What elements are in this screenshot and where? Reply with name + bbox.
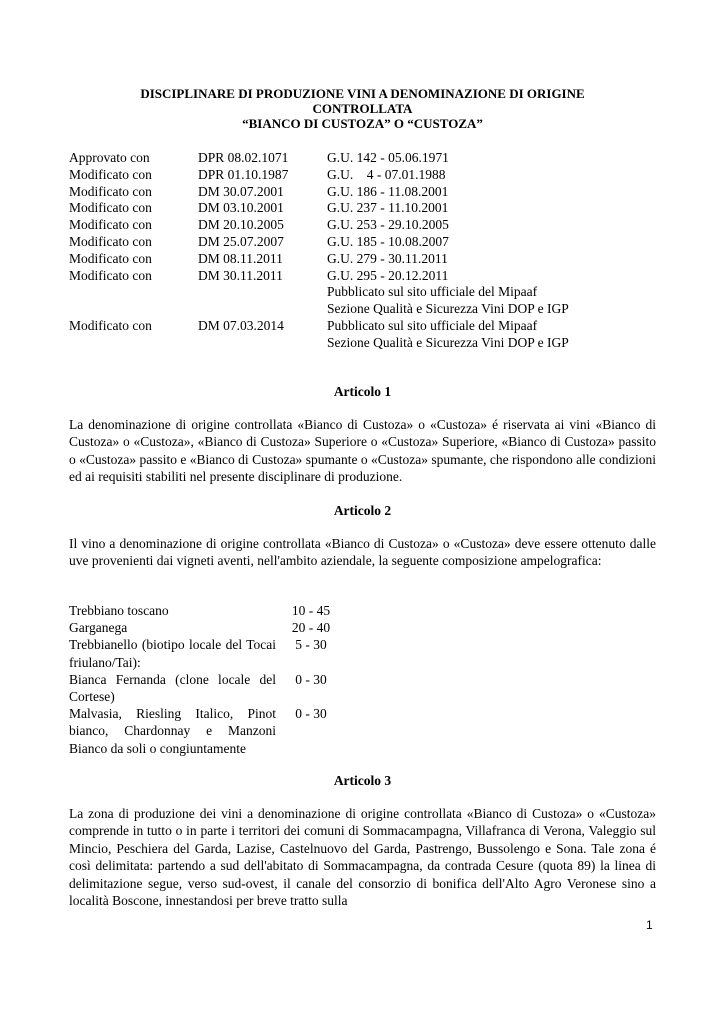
page-number: 1 bbox=[646, 918, 653, 932]
grape-row bbox=[69, 619, 346, 636]
grape-percentage: 10 - 45 bbox=[291, 603, 331, 618]
grape-row bbox=[69, 602, 346, 619]
approval-publication-note: Pubblicato sul sito ufficiale del Mipaaf bbox=[327, 284, 538, 300]
article-3-heading: Articolo 3 bbox=[333, 773, 392, 788]
approval-decree: DM 03.10.2001 bbox=[198, 200, 284, 216]
approval-row bbox=[69, 335, 569, 352]
title-line-1: DISCIPLINARE DI PRODUZIONE VINI A DENOMINAZIONE DI ORIGINE bbox=[140, 86, 585, 101]
approval-gazette: G.U. 279 - 30.11.2011 bbox=[327, 250, 448, 266]
grape-name: Garganega bbox=[69, 620, 128, 636]
document-title bbox=[69, 86, 656, 131]
approval-label: Modificato con bbox=[69, 200, 152, 216]
approval-row bbox=[69, 318, 569, 335]
approval-decree: DM 30.07.2001 bbox=[198, 183, 284, 199]
approval-label: Modificato con bbox=[69, 166, 152, 182]
approval-row bbox=[69, 251, 569, 268]
grape-row bbox=[69, 636, 346, 670]
approval-decree bbox=[198, 284, 327, 301]
approval-label bbox=[69, 284, 198, 301]
approval-publication-note: Pubblicato sul sito ufficiale del Mipaaf bbox=[327, 317, 538, 333]
approval-gazette: G.U. 295 - 20.12.2011 bbox=[327, 267, 449, 283]
approval-label: Modificato con bbox=[69, 317, 152, 333]
approval-row bbox=[69, 268, 569, 285]
approval-label: Modificato con bbox=[69, 217, 152, 233]
grape-row bbox=[69, 705, 346, 757]
article-3-text: La zona di produzione dei vini a denominazione di origine controllata «Bianco di Custoza» o «Custoza» comprende in tutto o in parte i territori dei comuni di Sommacampagna, Villafranca di Verona, Valeggio sul Mincio, Peschiera del Garda, Lazise, Castelnuovo del Garda, Pastrengo, Bussolengo e Sona. Tale zona é così delimitata: partendo a sud dell'abitato di Sommacampagna, da contrada Cesure (quota 89) la linea di delimitazione segue, verso sud-ovest, il canale del consorzio di bonifica dell'Alto Agro Veronese sino a località Boscone, innestandosi per breve tratto sulla bbox=[69, 806, 656, 909]
approval-row bbox=[69, 150, 569, 167]
approval-label: Modificato con bbox=[69, 183, 152, 199]
title-line-3: “BIANCO DI CUSTOZA” O “CUSTOZA” bbox=[242, 116, 483, 131]
grape-percentage: 0 - 30 bbox=[295, 706, 327, 722]
approval-decree: DM 30.11.2011 bbox=[198, 267, 283, 283]
approval-label: Modificato con bbox=[69, 250, 152, 266]
article-1-heading: Articolo 1 bbox=[333, 384, 392, 399]
approval-decree: DM 20.10.2005 bbox=[198, 217, 284, 233]
approvals-table bbox=[69, 150, 569, 352]
approval-publication-note: Sezione Qualità e Sicurezza Vini DOP e IGP bbox=[327, 334, 569, 350]
approval-gazette: G.U. 253 - 29.10.2005 bbox=[327, 217, 449, 233]
approval-label: Modificato con bbox=[69, 233, 152, 249]
approval-row bbox=[69, 200, 569, 217]
approval-label bbox=[69, 335, 198, 352]
approval-row bbox=[69, 284, 569, 301]
approval-publication-note: Sezione Qualità e Sicurezza Vini DOP e IGP bbox=[327, 301, 569, 317]
approval-row bbox=[69, 301, 569, 318]
approval-label: Modificato con bbox=[69, 267, 152, 283]
approval-gazette: G.U. 186 - 11.08.2001 bbox=[327, 183, 449, 199]
approval-gazette: G.U. 237 - 11.10.2001 bbox=[327, 200, 449, 216]
approval-decree bbox=[198, 301, 327, 318]
grape-name: Bianca Fernanda (clone locale del Cortese) bbox=[69, 671, 276, 705]
approval-label: Approvato con bbox=[69, 150, 150, 165]
approval-decree: DPR 01.10.1987 bbox=[198, 166, 289, 182]
article-2-heading: Articolo 2 bbox=[333, 503, 392, 518]
grape-percentage: 5 - 30 bbox=[295, 637, 327, 653]
grape-name: Malvasia, Riesling Italico, Pinot bianco, Chardonnay e Manzoni Bianco da soli o congiuntamente bbox=[69, 706, 276, 756]
grape-percentage: 20 - 40 bbox=[291, 620, 331, 636]
grape-percentage: 0 - 30 bbox=[295, 671, 327, 687]
approval-gazette: G.U. 4 - 07.01.1988 bbox=[327, 166, 446, 182]
approval-row bbox=[69, 184, 569, 201]
approval-gazette: G.U. 185 - 10.08.2007 bbox=[327, 233, 449, 249]
approval-row bbox=[69, 167, 569, 184]
approval-decree: DPR 08.02.1071 bbox=[198, 150, 289, 165]
article-1-text: La denominazione di origine controllata «Bianco di Custoza» o «Custoza» é riservata ai vini «Bianco di Custoza» o «Custoza», «Bianco di Custoza» Superiore o «Custoza» Superiore, «Bianco di Custoza» passito o «Custoza» passito e «Bianco di Custoza» spumante o «Custoza» spumante, che rispondono alle condizioni ed ai requisiti stabiliti nel presente disciplinare di produzione. bbox=[69, 417, 656, 485]
article-2-text: Il vino a denominazione di origine controllata «Bianco di Custoza» o «Custoza» deve essere ottenuto dalle uve provenienti dai vigneti aventi, nell'ambito aziendale, la seguente composizione ampelografica: bbox=[69, 536, 656, 569]
approval-decree: DM 07.03.2014 bbox=[198, 317, 284, 333]
grape-composition-list bbox=[69, 602, 346, 757]
approval-label bbox=[69, 301, 198, 318]
approval-gazette: G.U. 142 - 05.06.1971 bbox=[327, 150, 449, 165]
grape-row bbox=[69, 671, 346, 705]
approval-row bbox=[69, 234, 569, 251]
grape-name: Trebbiano toscano bbox=[69, 603, 169, 618]
title-line-2: CONTROLLATA bbox=[312, 101, 413, 116]
approval-decree bbox=[198, 335, 327, 352]
approval-row bbox=[69, 217, 569, 234]
grape-name: Trebbianello (biotipo locale del Tocai friulano/Tai): bbox=[69, 637, 276, 670]
approval-decree: DM 08.11.2011 bbox=[198, 250, 283, 266]
approval-decree: DM 25.07.2007 bbox=[198, 233, 284, 249]
